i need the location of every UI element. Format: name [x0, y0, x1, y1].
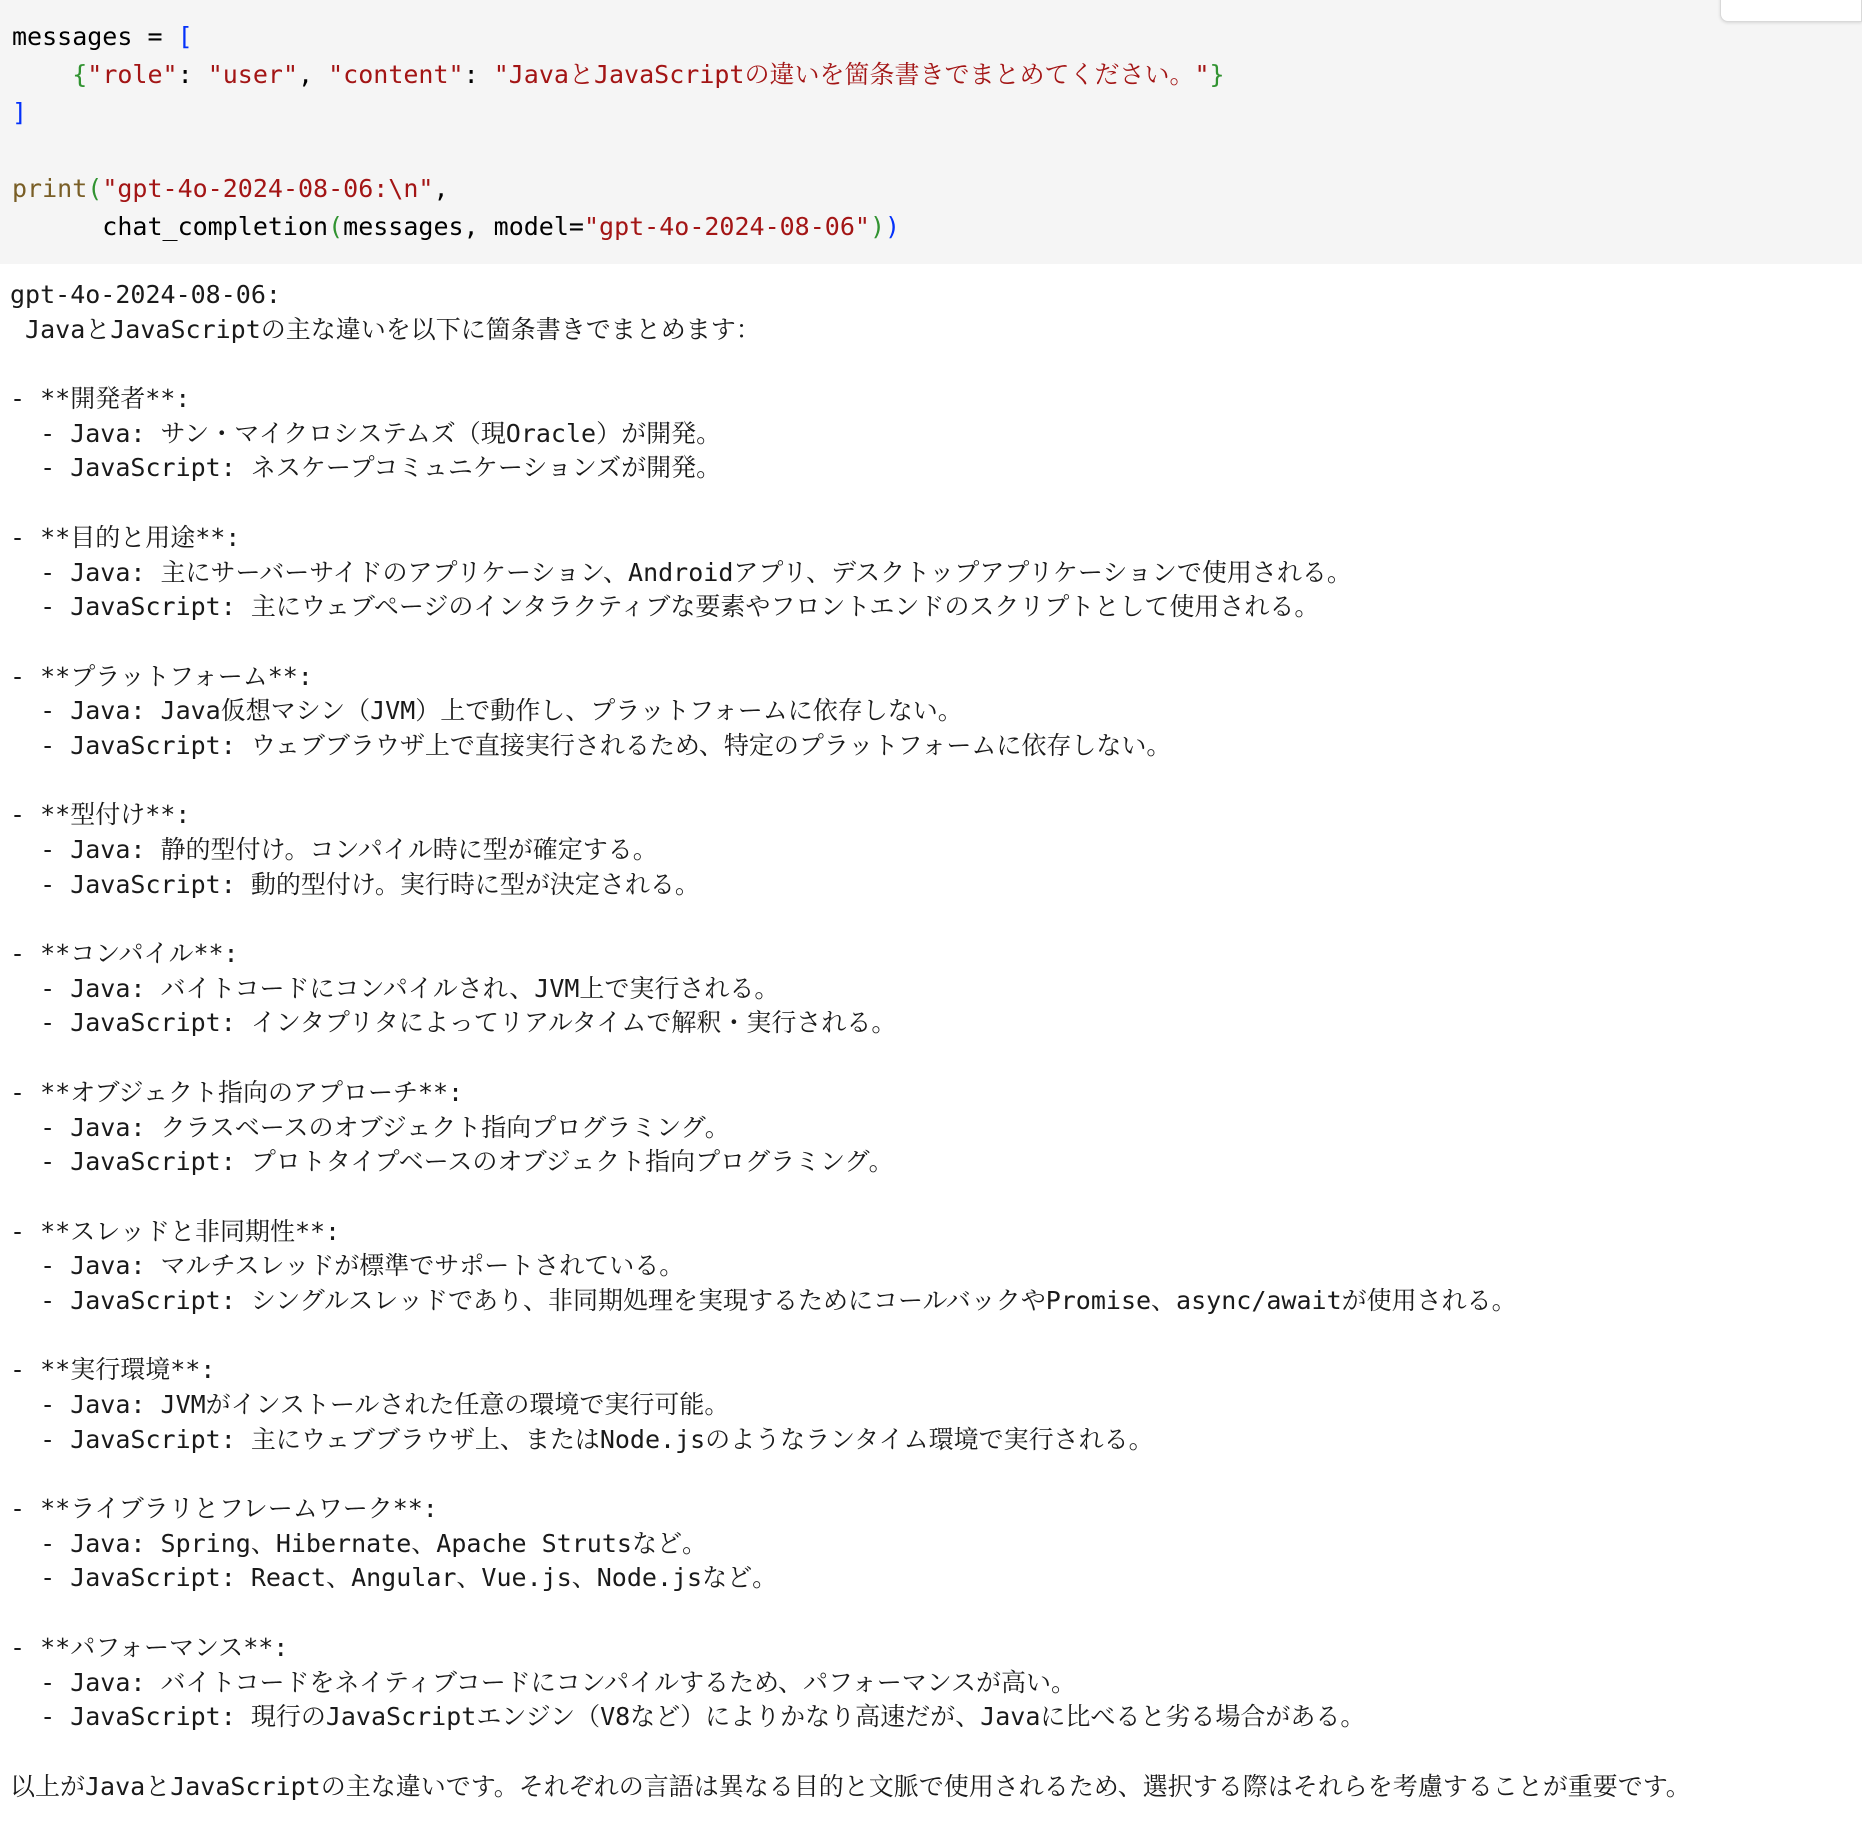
output-line: - Java: クラスベースのオブジェクト指向プログラミング。 [10, 1112, 730, 1142]
output-line: - **ライブラリとフレームワーク**: [10, 1494, 438, 1524]
output-line [10, 1457, 1860, 1492]
output-line [10, 1180, 1860, 1215]
output-line [10, 1596, 1860, 1631]
output-line: - Java: バイトコードにコンパイルされ、JVM上で実行される。 [10, 973, 780, 1003]
code-token [12, 60, 72, 89]
output-line: - **パフォーマンス**: [10, 1632, 289, 1662]
output-line: - JavaScript: 主にウェブブラウザ上、またはNode.jsのようなランタイム環境で実行される。 [10, 1424, 1154, 1454]
output-line: gpt-4o-2024-08-06: [10, 280, 281, 309]
code-token: print [12, 174, 88, 203]
output-line: - JavaScript: プロトタイプベースのオブジェクト指向プログラミング。 [10, 1147, 894, 1177]
output-line [10, 625, 1860, 660]
code-token: : [177, 60, 208, 89]
code-line-2 [12, 56, 1850, 94]
code-token: "user" [207, 60, 299, 89]
code-line-1 [12, 18, 1850, 56]
code-token: "JavaとJavaScriptの違いを箇条書きでまとめてください。" [493, 60, 1210, 89]
output-line: - Java: Java仮想マシン（JVM）上で動作し、プラットフォームに依存しない。 [10, 696, 963, 726]
output-line: - JavaScript: シングルスレッドであり、非同期処理を実現するためにコールバックやPromise、async/awaitが使用される。 [10, 1285, 1517, 1315]
output-line [10, 1319, 1860, 1354]
cell-output [10, 278, 1860, 1804]
code-token: "role" [87, 60, 178, 89]
output-line [10, 486, 1860, 521]
output-line [10, 764, 1860, 799]
code-line-5 [12, 170, 1850, 208]
code-token: ] [12, 98, 28, 127]
output-line [10, 1735, 1860, 1770]
code-token: messages = [12, 22, 178, 51]
output-line: - **型付け**: [10, 800, 191, 830]
output-line [10, 347, 1860, 382]
output-line: - Java: サン・マイクロシステムズ（現Oracle）が開発。 [10, 418, 722, 448]
output-line: - JavaScript: 動的型付け。実行時に型が決定される。 [10, 869, 700, 899]
output-line: - **実行環境**: [10, 1355, 216, 1385]
output-line: - Java: バイトコードをネイティブコードにコンパイルするため、パフォーマンスが高い。 [10, 1667, 1077, 1697]
output-line: - JavaScript: React、Angular、Vue.js、Node.jsなど。 [10, 1563, 778, 1593]
code-line-6 [12, 208, 1850, 246]
output-line: - JavaScript: インタプリタによってリアルタイムで解釈・実行される。 [10, 1008, 897, 1038]
code-token: , [433, 174, 449, 203]
output-line: - **オブジェクト指向のアプローチ**: [10, 1077, 464, 1107]
output-line: - Java: JVMがインストールされた任意の環境で実行可能。 [10, 1390, 730, 1419]
code-token: : [463, 60, 494, 89]
code-token: { [72, 60, 88, 89]
output-line: - Java: Spring、Hibernate、Apache Strutsなど。 [10, 1528, 707, 1558]
output-line: - Java: 静的型付け。コンパイル時に型が確定する。 [10, 835, 658, 864]
code-line-4 [12, 132, 1850, 170]
output-line: - JavaScript: ウェブブラウザ上で直接実行されるため、特定のプラットフォームに依存しない。 [10, 730, 1172, 760]
code-line-3 [12, 94, 1850, 132]
output-line [10, 1041, 1860, 1076]
code-token: "gpt-4o-2024-08-06:\n" [102, 174, 434, 203]
output-line: - **コンパイル**: [10, 939, 239, 969]
code-token: "gpt-4o-2024-08-06" [583, 212, 870, 241]
code-token: } [1209, 60, 1225, 89]
output-line: - JavaScript: ネスケープコミュニケーションズが開発。 [10, 453, 722, 483]
code-token: ) [869, 212, 886, 241]
code-token: "content" [328, 60, 464, 89]
output-line: - **開発者**: [10, 384, 191, 414]
output-line: - Java: マルチスレッドが標準でサポートされている。 [10, 1251, 685, 1281]
code-token: ( [328, 212, 344, 241]
output-line: - **スレッドと非同期性**: [10, 1216, 341, 1246]
output-line: JavaとJavaScriptの主な違いを以下に箇条書きでまとめます： [10, 314, 761, 344]
output-line: - Java: 主にサーバーサイドのアプリケーション、Androidアプリ、デスクトップアプリケーションで使用される。 [10, 557, 1352, 587]
code-token: ( [87, 174, 103, 203]
output-line [10, 902, 1860, 937]
output-line: - JavaScript: 現行のJavaScriptエンジン（V8など）によりかなり高速だが、Javaに比べると劣る場合がある。 [10, 1702, 1366, 1732]
code-token: ) [885, 212, 901, 241]
output-line: 以上がJavaとJavaScriptの主な違いです。それぞれの言語は異なる目的と文脈で使用されるため、選択する際はそれらを考慮することが重要です。 [10, 1771, 1691, 1801]
code-token: [ [177, 22, 193, 51]
output-line: - **プラットフォーム**: [10, 661, 313, 691]
code-token: messages, model= [343, 212, 584, 241]
code-token: chat_completion [12, 212, 329, 241]
output-line: - **目的と用途**: [10, 522, 241, 552]
output-line: - JavaScript: 主にウェブページのインタラクティブな要素やフロントエンドのスクリプトとして使用される。 [10, 592, 1320, 622]
code-cell[interactable] [0, 0, 1862, 264]
cell-toolbar[interactable] [1720, 0, 1862, 22]
code-token: , [298, 60, 329, 89]
